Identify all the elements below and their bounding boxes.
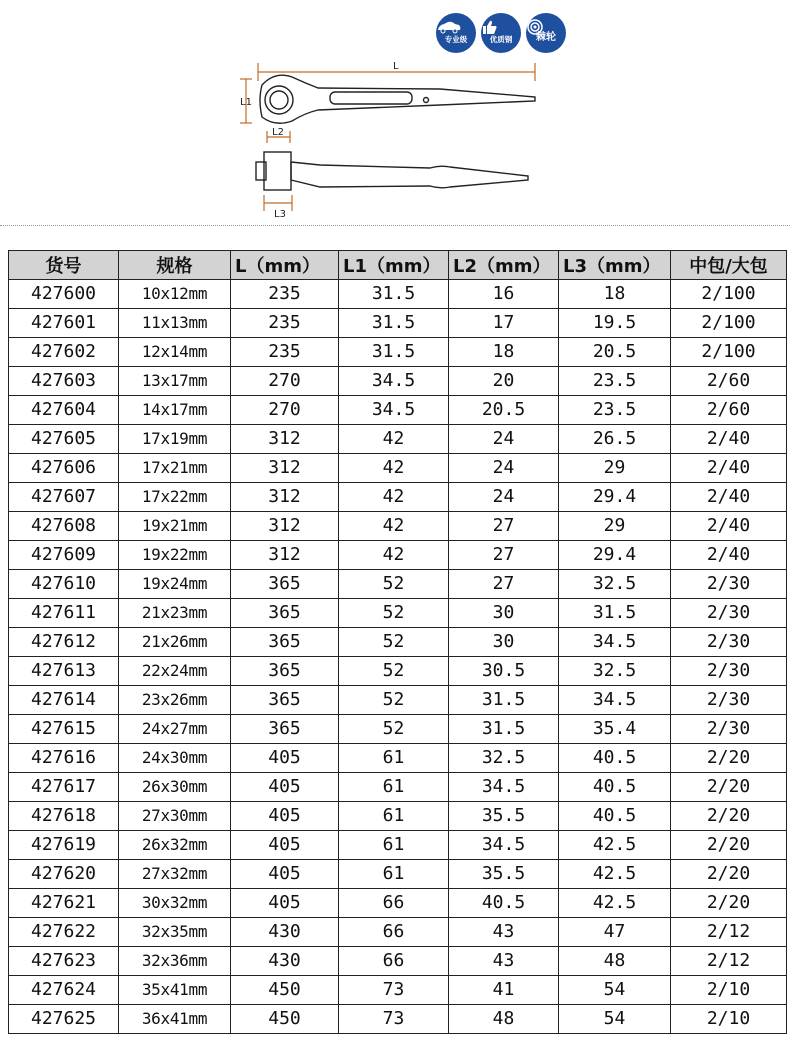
table-row [9, 512, 787, 541]
spec-cell: 26x30mm [119, 773, 231, 802]
L3-cell: 40.5 [559, 773, 671, 802]
L2-cell: 24 [449, 425, 559, 454]
L-cell: 270 [231, 396, 339, 425]
L-cell: 405 [231, 773, 339, 802]
L2-cell: 16 [449, 280, 559, 309]
L-cell: 235 [231, 280, 339, 309]
spec-cell: 19x21mm [119, 512, 231, 541]
item-no-cell: 427602 [9, 338, 119, 367]
feature-badges [0, 13, 790, 57]
item-no-cell: 427614 [9, 686, 119, 715]
table-row [9, 918, 787, 947]
L1-cell: 42 [339, 512, 449, 541]
spec-cell: 19x22mm [119, 541, 231, 570]
spec-cell: 32x35mm [119, 918, 231, 947]
item-no-cell: 427611 [9, 599, 119, 628]
packing-cell: 2/30 [671, 599, 787, 628]
L3-cell: 23.5 [559, 396, 671, 425]
L1-cell: 31.5 [339, 309, 449, 338]
table-row [9, 338, 787, 367]
badge-ratchet [526, 13, 566, 53]
L-cell: 405 [231, 889, 339, 918]
spec-cell: 35x41mm [119, 976, 231, 1005]
L2-cell: 30 [449, 599, 559, 628]
L1-cell: 52 [339, 570, 449, 599]
L3-cell: 42.5 [559, 860, 671, 889]
packing-cell: 2/40 [671, 483, 787, 512]
packing-cell: 2/100 [671, 309, 787, 338]
item-no-cell: 427613 [9, 657, 119, 686]
packing-cell: 2/40 [671, 454, 787, 483]
packing-cell: 2/30 [671, 628, 787, 657]
L3-cell: 18 [559, 280, 671, 309]
badge-professional [436, 13, 476, 53]
packing-cell: 2/12 [671, 918, 787, 947]
L2-cell: 43 [449, 918, 559, 947]
L1-cell: 52 [339, 715, 449, 744]
L1-cell: 61 [339, 744, 449, 773]
spec-cell: 27x32mm [119, 860, 231, 889]
table-row [9, 976, 787, 1005]
L-cell: 430 [231, 918, 339, 947]
L2-cell: 31.5 [449, 715, 559, 744]
table-row [9, 280, 787, 309]
separator-line [0, 225, 790, 226]
L3-cell: 20.5 [559, 338, 671, 367]
table-row [9, 541, 787, 570]
L-cell: 312 [231, 512, 339, 541]
wrench-diagram [0, 55, 790, 225]
L-cell: 405 [231, 802, 339, 831]
table-row [9, 570, 787, 599]
L3-cell: 47 [559, 918, 671, 947]
L1-cell: 34.5 [339, 367, 449, 396]
packing-cell: 2/40 [671, 541, 787, 570]
car-icon [436, 19, 462, 35]
L-cell: 235 [231, 309, 339, 338]
item-no-cell: 427615 [9, 715, 119, 744]
L2-cell: 34.5 [449, 831, 559, 860]
L1-cell: 66 [339, 947, 449, 976]
badge-label: 优质钢 [489, 35, 513, 44]
L3-cell: 34.5 [559, 686, 671, 715]
table-header-row [9, 251, 787, 280]
item-no-cell: 427605 [9, 425, 119, 454]
table-row [9, 686, 787, 715]
packing-cell: 2/40 [671, 512, 787, 541]
L2-cell: 34.5 [449, 773, 559, 802]
spec-cell: 14x17mm [119, 396, 231, 425]
table-row [9, 425, 787, 454]
header-L1: L1（mm） [339, 251, 449, 280]
L3-cell: 35.4 [559, 715, 671, 744]
L2-cell: 31.5 [449, 686, 559, 715]
table-row [9, 773, 787, 802]
L2-cell: 20.5 [449, 396, 559, 425]
header-item-no: 货号 [9, 251, 119, 280]
spec-cell: 21x26mm [119, 628, 231, 657]
L1-cell: 42 [339, 454, 449, 483]
L1-cell: 61 [339, 831, 449, 860]
L-cell: 365 [231, 715, 339, 744]
L3-cell: 29.4 [559, 483, 671, 512]
L2-cell: 35.5 [449, 802, 559, 831]
L3-cell: 29 [559, 454, 671, 483]
table-body [9, 280, 787, 1034]
badge-label: 棘轮 [536, 32, 556, 43]
L1-cell: 73 [339, 1005, 449, 1034]
L2-cell: 27 [449, 570, 559, 599]
L-cell: 430 [231, 947, 339, 976]
L3-cell: 42.5 [559, 889, 671, 918]
label-L2: L2 [272, 127, 284, 138]
table-row [9, 483, 787, 512]
L2-cell: 24 [449, 483, 559, 512]
table-row [9, 396, 787, 425]
header-spec: 规格 [119, 251, 231, 280]
spec-table [8, 250, 787, 1034]
packing-cell: 2/12 [671, 947, 787, 976]
item-no-cell: 427604 [9, 396, 119, 425]
L2-cell: 40.5 [449, 889, 559, 918]
packing-cell: 2/20 [671, 802, 787, 831]
table-row [9, 744, 787, 773]
header-L3: L3（mm） [559, 251, 671, 280]
packing-cell: 2/10 [671, 1005, 787, 1034]
L3-cell: 29 [559, 512, 671, 541]
table-row [9, 889, 787, 918]
item-no-cell: 427617 [9, 773, 119, 802]
badge-quality-steel [481, 13, 521, 53]
L1-cell: 34.5 [339, 396, 449, 425]
L3-cell: 40.5 [559, 744, 671, 773]
table-row [9, 599, 787, 628]
item-no-cell: 427612 [9, 628, 119, 657]
L2-cell: 30 [449, 628, 559, 657]
L-cell: 312 [231, 454, 339, 483]
packing-cell: 2/30 [671, 570, 787, 599]
L3-cell: 48 [559, 947, 671, 976]
L1-cell: 52 [339, 599, 449, 628]
L1-cell: 61 [339, 860, 449, 889]
L1-cell: 42 [339, 425, 449, 454]
packing-cell: 2/60 [671, 367, 787, 396]
packing-cell: 2/30 [671, 715, 787, 744]
L1-cell: 73 [339, 976, 449, 1005]
packing-cell: 2/20 [671, 889, 787, 918]
spec-cell: 19x24mm [119, 570, 231, 599]
L1-cell: 31.5 [339, 338, 449, 367]
item-no-cell: 427607 [9, 483, 119, 512]
table-row [9, 1005, 787, 1034]
L-cell: 365 [231, 628, 339, 657]
L-cell: 405 [231, 831, 339, 860]
L-cell: 312 [231, 541, 339, 570]
item-no-cell: 427609 [9, 541, 119, 570]
packing-cell: 2/40 [671, 425, 787, 454]
L3-cell: 34.5 [559, 628, 671, 657]
packing-cell: 2/20 [671, 773, 787, 802]
spec-cell: 22x24mm [119, 657, 231, 686]
L-cell: 312 [231, 425, 339, 454]
L2-cell: 30.5 [449, 657, 559, 686]
L-cell: 270 [231, 367, 339, 396]
packing-cell: 2/100 [671, 280, 787, 309]
L2-cell: 43 [449, 947, 559, 976]
spec-cell: 17x19mm [119, 425, 231, 454]
L2-cell: 18 [449, 338, 559, 367]
thumbs-up-icon [481, 19, 499, 35]
L1-cell: 42 [339, 483, 449, 512]
packing-cell: 2/60 [671, 396, 787, 425]
L2-cell: 32.5 [449, 744, 559, 773]
L-cell: 365 [231, 657, 339, 686]
L-cell: 312 [231, 483, 339, 512]
L2-cell: 27 [449, 541, 559, 570]
L3-cell: 40.5 [559, 802, 671, 831]
spec-cell: 11x13mm [119, 309, 231, 338]
L2-cell: 20 [449, 367, 559, 396]
table-row [9, 367, 787, 396]
L3-cell: 26.5 [559, 425, 671, 454]
table-row [9, 831, 787, 860]
packing-cell: 2/20 [671, 744, 787, 773]
item-no-cell: 427603 [9, 367, 119, 396]
L1-cell: 61 [339, 773, 449, 802]
badge-label: 专业级 [444, 35, 468, 44]
L-cell: 450 [231, 976, 339, 1005]
header-L: L（mm） [231, 251, 339, 280]
spec-cell: 17x21mm [119, 454, 231, 483]
item-no-cell: 427606 [9, 454, 119, 483]
L-cell: 365 [231, 570, 339, 599]
packing-cell: 2/100 [671, 338, 787, 367]
label-L3: L3 [274, 209, 286, 220]
L2-cell: 41 [449, 976, 559, 1005]
L-cell: 235 [231, 338, 339, 367]
spec-cell: 23x26mm [119, 686, 231, 715]
item-no-cell: 427623 [9, 947, 119, 976]
L2-cell: 35.5 [449, 860, 559, 889]
L1-cell: 31.5 [339, 280, 449, 309]
spec-cell: 26x32mm [119, 831, 231, 860]
spec-cell: 24x27mm [119, 715, 231, 744]
item-no-cell: 427600 [9, 280, 119, 309]
L1-cell: 42 [339, 541, 449, 570]
L2-cell: 27 [449, 512, 559, 541]
L-cell: 450 [231, 1005, 339, 1034]
L3-cell: 29.4 [559, 541, 671, 570]
L2-cell: 48 [449, 1005, 559, 1034]
L1-cell: 66 [339, 918, 449, 947]
L-cell: 365 [231, 599, 339, 628]
packing-cell: 2/20 [671, 860, 787, 889]
L3-cell: 23.5 [559, 367, 671, 396]
item-no-cell: 427610 [9, 570, 119, 599]
item-no-cell: 427624 [9, 976, 119, 1005]
L1-cell: 52 [339, 628, 449, 657]
spec-cell: 10x12mm [119, 280, 231, 309]
L3-cell: 19.5 [559, 309, 671, 338]
L1-cell: 52 [339, 657, 449, 686]
item-no-cell: 427621 [9, 889, 119, 918]
spec-cell: 17x22mm [119, 483, 231, 512]
item-no-cell: 427616 [9, 744, 119, 773]
L3-cell: 42.5 [559, 831, 671, 860]
L3-cell: 32.5 [559, 570, 671, 599]
packing-cell: 2/30 [671, 686, 787, 715]
spec-cell: 12x14mm [119, 338, 231, 367]
packing-cell: 2/20 [671, 831, 787, 860]
item-no-cell: 427622 [9, 918, 119, 947]
item-no-cell: 427601 [9, 309, 119, 338]
header-L2: L2（mm） [449, 251, 559, 280]
L2-cell: 24 [449, 454, 559, 483]
packing-cell: 2/10 [671, 976, 787, 1005]
item-no-cell: 427625 [9, 1005, 119, 1034]
L3-cell: 54 [559, 1005, 671, 1034]
table-row [9, 628, 787, 657]
table-row [9, 309, 787, 338]
item-no-cell: 427618 [9, 802, 119, 831]
spec-cell: 21x23mm [119, 599, 231, 628]
L1-cell: 66 [339, 889, 449, 918]
spec-cell: 36x41mm [119, 1005, 231, 1034]
L-cell: 365 [231, 686, 339, 715]
spec-cell: 24x30mm [119, 744, 231, 773]
spec-cell: 32x36mm [119, 947, 231, 976]
table-row [9, 454, 787, 483]
spec-cell: 27x30mm [119, 802, 231, 831]
packing-cell: 2/30 [671, 657, 787, 686]
L3-cell: 54 [559, 976, 671, 1005]
label-L: L [393, 61, 399, 72]
table-row [9, 715, 787, 744]
table-row [9, 947, 787, 976]
spec-cell: 30x32mm [119, 889, 231, 918]
L3-cell: 32.5 [559, 657, 671, 686]
item-no-cell: 427608 [9, 512, 119, 541]
L3-cell: 31.5 [559, 599, 671, 628]
header-packing: 中包/大包 [671, 251, 787, 280]
table-row [9, 802, 787, 831]
L2-cell: 17 [449, 309, 559, 338]
label-L1: L1 [240, 97, 252, 108]
L-cell: 405 [231, 744, 339, 773]
item-no-cell: 427619 [9, 831, 119, 860]
L1-cell: 52 [339, 686, 449, 715]
table-row [9, 657, 787, 686]
spec-cell: 13x17mm [119, 367, 231, 396]
table-row [9, 860, 787, 889]
item-no-cell: 427620 [9, 860, 119, 889]
L1-cell: 61 [339, 802, 449, 831]
L-cell: 405 [231, 860, 339, 889]
